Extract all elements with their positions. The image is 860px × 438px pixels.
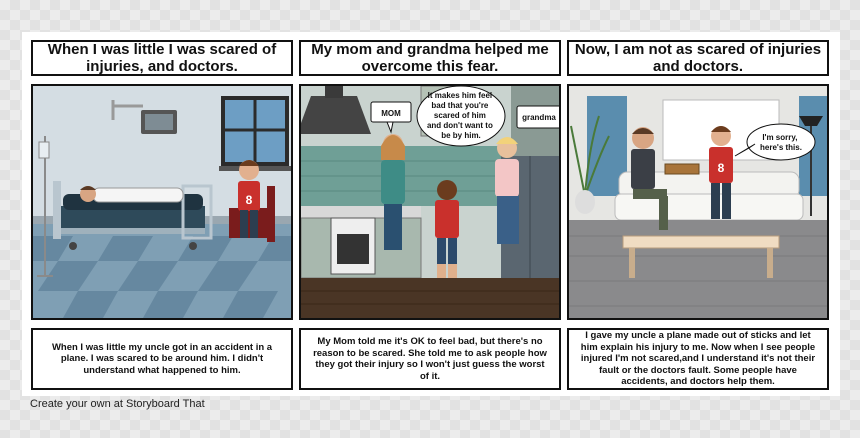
svg-text:8: 8	[717, 161, 725, 175]
hospital-room-illustration	[33, 86, 291, 318]
panel-3	[558, 32, 820, 396]
svg-text:8: 8	[245, 193, 253, 207]
storyboard-that-credit[interactable]: Create your own at Storyboard That	[30, 398, 205, 410]
panel-1-caption: When I was little my uncle got in an accident in a plane. I was scared to be around him. I didn't understand what happened to him.	[31, 328, 293, 390]
grandma-bubble-label: grandma	[522, 113, 556, 122]
panel-2-title: My mom and grandma helped me overcome this fear.	[299, 40, 561, 76]
panel-1-scene	[31, 84, 293, 320]
panel-1-title: When I was little I was scared of injuries, and doctors.	[31, 40, 293, 76]
panel-3-title: Now, I am not as scared of injuries and doctors.	[567, 40, 829, 76]
storyboard	[22, 32, 840, 396]
panel-1	[22, 32, 284, 396]
grandma-speech-bubble	[517, 106, 559, 128]
panel-2-scene	[299, 84, 561, 320]
middle-bubble-text: It makes him feel bad that you're scared of him and don't want to be by him.	[426, 91, 493, 140]
boy-bubble-text: I'm sorry, here's this.	[760, 133, 802, 152]
panel-3-caption: I gave my uncle a plane made out of sticks and let him explain his injury to me. Now when I see people injured I'm not scared,and I understand it's not their fault or the doctors fault. Some people have accidents, and doctors help them.	[567, 328, 829, 390]
middle-speech-bubble	[417, 86, 505, 146]
panel-3-scene	[567, 84, 829, 320]
panel-2	[290, 32, 556, 396]
mom-bubble-label: MOM	[381, 109, 401, 118]
panel-2-caption: My Mom told me it's OK to feel bad, but there's no reason to be scared. She told me to ask people how they got their injury so I won't just guess the worst of it.	[299, 328, 561, 390]
living-room-illustration	[569, 86, 827, 318]
kitchen-illustration	[301, 86, 559, 318]
